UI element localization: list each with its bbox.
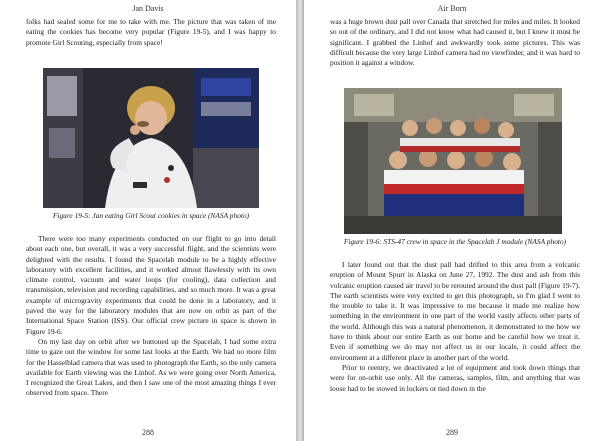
left-paragraph-2: On my last day on orbit after we buttoned up the Spacelab, I had some extra time to gaze out the window for some last looks at the Earth. We had no more film for the Hasselblad camera that was used to photograph the Earth, so the only camera available for Earth viewing was the Linhof. As we were going over North America, I recognized the Great Lakes, and then I saw one of the most amazing things I ever observed from space. There	[26, 336, 276, 398]
right-body-text	[330, 260, 580, 394]
left-page	[0, 0, 296, 441]
figure-19-5-photo	[43, 68, 259, 208]
figure-19-6-caption: Figure 19-6: STS-47 crew in space in the Spacelab J module (NASA photo)	[343, 237, 567, 246]
left-paragraph-1: There were too many experiments conducted on our flight to go into detail about each one, but overall, it was a very successful flight, and the scientists were delighted with the results. I found the Spacelab module to be a highly effective laboratory with excellent facilities, and it worked almost flawlessly with its own climate control, vacuum and water loops (for cooling), data collection and transmission, television and recording capabilities, and so much more. It was a great example of microgravity experiments that could be done in a laboratory, and it paved the way for the laboratory modules that are now on orbit as part of the International Space Station (ISS). Our official crew picture in space is shown in Figure 19-6.	[26, 234, 276, 336]
figure-19-6-photo	[344, 88, 562, 234]
left-top-text-block	[26, 17, 276, 48]
left-page-number: 288	[142, 428, 154, 437]
book-gutter	[296, 0, 304, 441]
left-page-header: Jan Davis	[132, 4, 164, 13]
right-top-paragraph: was a huge brown dust pall over Canada that stretched for miles and miles. It looked so out of the ordinary, and I did not know what had caused it, but I knew it must be significant. I grabbed the Linhof and awkwardly took some pictures. This was difficult because the very large Linhof camera had no viewfinder, and it was hard to position it against a window.	[330, 17, 580, 68]
right-paragraph-2: Prior to reentry, we deactivated a lot of equipment and took down things that were for on-orbit use only. All the cameras, samples, film, and anything that was loose had to be stowed in lockers or tied down in the	[330, 362, 580, 393]
left-body-text	[26, 234, 276, 399]
left-top-paragraph: folks had sealed some for me to take with me. The picture that was taken of me eating the cookies has become very popular (Figure 19-5), and I was happy to promote Girl Scouting, especially from space!	[26, 17, 276, 47]
right-page-header: Air Born	[437, 4, 467, 13]
right-paragraph-1: I later found out that the dust pall had drifted to this area from a volcanic eruption of Mount Spurr in Alaska on June 27, 1992. The dust and ash from this volcanic eruption caused air travel to be rerouted around the dust pall (Figure 19-7). The earth scientists were very excited to get this photograph, so I'm glad I went to the trouble to take it. It was impressive to me because it made me realize how something in the environment in one part of the world vastly affects other parts of the world. Although this was a natural phenomenon, it demonstrated to me how we have to think about our entire Earth as our home and be careful how we treat it. Even if something we do may not affect us in our locale, it could affect the environment at a different place in another part of the world.	[330, 260, 580, 362]
right-top-text-block	[330, 17, 580, 68]
right-page	[304, 0, 600, 441]
figure-19-5-caption: Figure 19-5: Jan eating Girl Scout cookies in space (NASA photo)	[52, 211, 250, 220]
right-page-number: 289	[446, 428, 458, 437]
